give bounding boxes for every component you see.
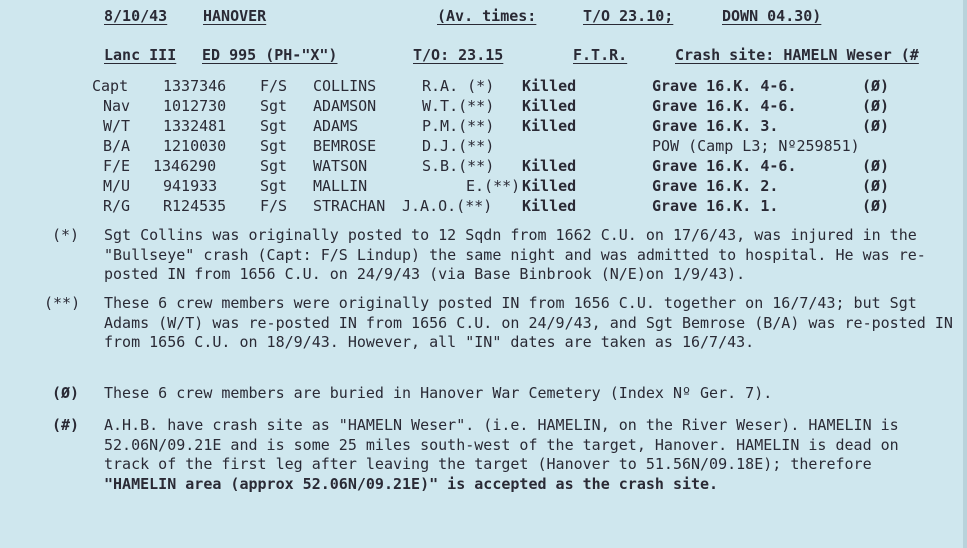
raid-date: 8/10/43 — [104, 7, 168, 25]
crew-role: R/G — [103, 197, 131, 215]
crew-name: WATSON — [313, 157, 368, 175]
crew-rank: Sgt — [260, 137, 288, 155]
crew-rank: Sgt — [260, 177, 288, 195]
crew-role: W/T — [103, 117, 131, 135]
raid-target: HANOVER — [203, 7, 267, 25]
takeoff-time: T/O 23.10; — [583, 7, 674, 25]
crew-role: Capt — [92, 77, 129, 95]
aircraft-status: F.T.R. — [573, 46, 628, 64]
crew-grave: Grave 16.K. 4-6. — [652, 97, 797, 115]
crew-mark: (Ø) — [862, 197, 890, 215]
crew-number: 1337346 — [163, 77, 227, 95]
crew-initials: W.T.(**) — [422, 97, 495, 115]
crew-number: R124535 — [163, 197, 227, 215]
note-cemetery: These 6 crew members are buried in Hanover War Cemetery (Index Nº Ger. 7). — [104, 384, 773, 402]
crew-fate: Killed — [522, 97, 577, 115]
crew-role: B/A — [103, 137, 131, 155]
crew-grave: POW (Camp L3; Nº259851) — [652, 137, 860, 155]
crew-fate: Killed — [522, 77, 577, 95]
note-crash-site-conclusion: "HAMELIN area (approx 52.06N/09.21E)" is accepted as the crash site. — [104, 474, 719, 493]
down-time: DOWN 04.30) — [722, 7, 822, 25]
crew-fate: Killed — [522, 157, 577, 175]
crew-role: M/U — [103, 177, 131, 195]
crew-mark: (Ø) — [862, 177, 890, 195]
crew-rank: F/S — [260, 197, 288, 215]
crew-number: 1012730 — [163, 97, 227, 115]
crew-role: Nav — [103, 97, 131, 115]
crew-role: F/E — [103, 157, 131, 175]
crew-number: 941933 — [163, 177, 218, 195]
crew-grave: Grave 16.K. 2. — [652, 177, 779, 195]
crew-grave: Grave 16.K. 4-6. — [652, 157, 797, 175]
crew-name: STRACHAN — [313, 197, 386, 215]
crew-grave: Grave 16.K. 3. — [652, 117, 779, 135]
crew-fate: Killed — [522, 177, 577, 195]
crew-mark: (Ø) — [862, 117, 890, 135]
crew-grave: Grave 16.K. 1. — [652, 197, 779, 215]
crew-rank: Sgt — [260, 157, 288, 175]
crew-initials: S.B.(**) — [422, 157, 495, 175]
crew-grave: Grave 16.K. 4-6. — [652, 77, 797, 95]
note-marker: (*) — [52, 226, 80, 244]
crew-name: COLLINS — [313, 77, 377, 95]
crew-initials: R.A. (*) — [422, 77, 495, 95]
note-marker: (#) — [52, 416, 80, 434]
crew-rank: F/S — [260, 77, 288, 95]
crew-initials: J.A.O.(**) — [402, 197, 493, 215]
aircraft-type: Lanc III — [104, 46, 177, 64]
crew-name: ADAMS — [313, 117, 359, 135]
crew-fate: Killed — [522, 117, 577, 135]
crew-name: ADAMSON — [313, 97, 377, 115]
crew-mark: (Ø) — [862, 157, 890, 175]
crew-mark: (Ø) — [862, 77, 890, 95]
note-collins: Sgt Collins was originally posted to 12 Sqdn from 1662 C.U. on 17/6/43, was injured in the "Bullseye" crash (Capt: F/S Lindup) the same night and was admitted to hospital. He was re-posted IN from 1656 C.U. on 24/9/43 (via Base Binbrook (N/E)on 1/9/43). — [104, 226, 926, 283]
crew-number: 1210030 — [163, 137, 227, 155]
crash-site: Crash site: HAMELN Weser (# — [675, 46, 919, 64]
note-crash-site-text: A.H.B. have crash site as "HAMELN Weser". (i.e. HAMELIN, on the River Weser). HAMELIN is 52.06N/09.21E and is some 25 miles south-west of the target, Hanover. HAMELIN is dead on track of the first leg after leaving the target (Hanover to 51.56N/09.18E); therefore — [104, 416, 899, 473]
aircraft-takeoff: T/O: 23.15 — [413, 46, 504, 64]
crew-rank: Sgt — [260, 97, 288, 115]
crew-name: MALLIN — [313, 177, 368, 195]
crew-mark: (Ø) — [862, 97, 890, 115]
times-label: (Av. times: — [437, 7, 537, 25]
crew-initials: E.(**) — [466, 177, 521, 195]
crew-initials: P.M.(**) — [422, 117, 495, 135]
crew-initials: D.J.(**) — [422, 137, 495, 155]
crew-number: 1346290 — [153, 157, 217, 175]
crew-name: BEMROSE — [313, 137, 377, 155]
crew-number: 1332481 — [163, 117, 227, 135]
crew-rank: Sgt — [260, 117, 288, 135]
note-marker: (Ø) — [52, 384, 80, 402]
note-marker: (**) — [44, 294, 81, 312]
aircraft-serial: ED 995 (PH-"X") — [202, 46, 338, 64]
note-crash-site — [104, 416, 914, 494]
crew-fate: Killed — [522, 197, 577, 215]
note-crew-postings: These 6 crew members were originally posted IN from 1656 C.U. together on 16/7/43; but Sgt Adams (W/T) was re-posted IN from 1656 C.U. on 24/9/43, and Sgt Bemrose (B/A) was re-posted IN from 1656 C.U. on 18/9/43. However, all "IN" dates are taken as 16/7/43. — [104, 294, 953, 351]
